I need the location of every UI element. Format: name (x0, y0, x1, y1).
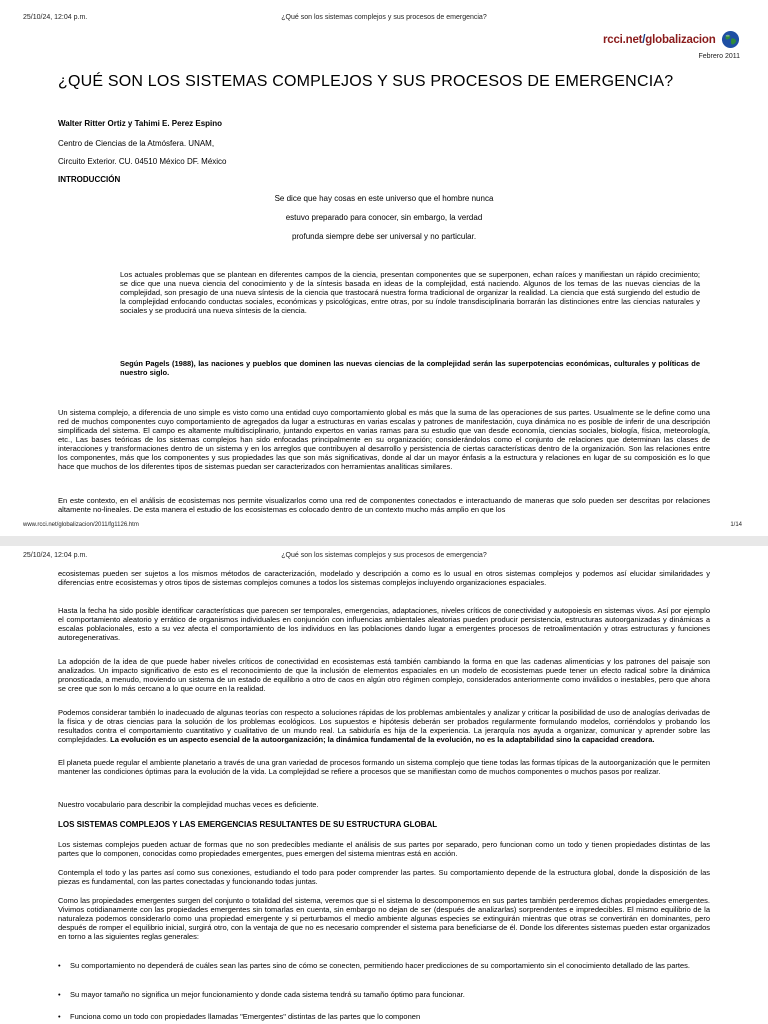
paragraph: Como las propiedades emergentes surgen del conjunto o totalidad del sistema, veremos que si el sistema lo descomponemos en sus partes también perderemos dichas propiedades emergentes. Vivimos cotidianamente con las propiedades emergentes sin tomarlas en cuenta, sin embargo no dejan de ser (después de analizarlas) sorprendentes e impredecibles. El mismo equilibrio de la naturaleza podemos considerarlo como una propiedad emergente y si perturbamos el medio ambiente algunas especies se extinguirán mientras que otras se convertirán en dominantes, pero después de romper el equilibrio inicial, surgirá otro, con la ventaja de que no es necesario comprender el sistema para beneficiarse de él. Donde los diferentes sistemas pueden estar organizados en torno a las siguientes reglas generales: (58, 896, 710, 941)
print-datetime: 25/10/24, 12:04 p.m. (23, 552, 88, 559)
paragraph: Los sistemas complejos pueden actuar de formas que no son predecibles mediante el análisis de sus partes por separado, pero funcionan como un todo y tienen propiedades distintas de las partes que lo componen, conocidas como propiedades emergentes, pues emergen del sistema mientras está en acción. (58, 840, 710, 858)
paragraph: ecosistemas pueden ser sujetos a los mismos métodos de caracterización, modelado y descripción a como es lo usual en otros sistemas complejos y podemos así elucidar similaridades y diferencias entre ecosistemas y otros tipos de sistemas complejos comunes a todos los sistemas complejos incluyendo organizaciones espaciales. (58, 569, 710, 587)
section-heading: LOS SISTEMAS COMPLEJOS Y LAS EMERGENCIAS RESULTANTES DE SU ESTRUCTURA GLOBAL (58, 820, 438, 829)
article-title: ¿QUÉ SON LOS SISTEMAS COMPLEJOS Y SUS PROCESOS DE EMERGENCIA? (58, 73, 674, 90)
paragraph: El planeta puede regular el ambiente planetario a través de una gran variedad de procesos formando un sistema complejo que tiene todas las formas típicas de la autoorganización que le permiten mantener las condiciones óptimas para la evolución de la vida. La complejidad se refiere a procesos que se manifiestan como de muchos componentes o muchos pasos por realizar. (58, 758, 710, 776)
logo-text: rcci.net/globalizacion (602, 33, 716, 46)
list-item: • Su mayor tamaño no significa un mejor funcionamiento y donde cada sistema tendrá su tamaño óptimo para funcionar. (70, 990, 710, 999)
globe-icon (721, 30, 740, 49)
paragraph: Nuestro vocabulario para describir la complejidad muchas veces es deficiente. (58, 800, 319, 809)
page-separator (0, 536, 768, 546)
logo-date: Febrero 2011 (698, 53, 740, 60)
paragraph: Podemos considerar también lo inadecuado de algunas teorías con respecto a soluciones rápidas de los problemas ambientales y analizar y criticar la posibilidad de uso de analogías derivadas de la física y de otras ciencias para la solución de los problemas ecológicos. Los supuestos e hipótesis deberán ser probados regularmente formulando modelos, corriéndolos y probando los resultados contra el comportamiento cuantitativo y cualitativo de un mundo real. La sabiduría es hija de la experiencia. La jerarquía nos ayuda a organizar, comunicar y aprender sobre las complejidades. La evolución es un aspecto esencial de la autoorganización; la dinámica fundamental de la evolución, no es la adaptabilidad sino la capacidad creadora. (58, 708, 710, 744)
intro-heading: INTRODUCCIÓN (58, 175, 121, 184)
paragraph: Los actuales problemas que se plantean en diferentes campos de la ciencia, presentan componentes que se superponen, echan raíces y manifiestan un rápido crecimiento; se dice que una nueva ciencia del conocimiento y de la síntesis basada en ideas de la complejidad, está naciendo. Algunos de los temas de las nuevas ciencias de la complejidad, son presagio de una nueva síntesis de la ciencia que trastocará nuestra forma tradicional de organizar la realidad. La ciencia que está surgiendo del estudio de la complejidad enfocando conductas sociales, económicas y psicológicas, entre otras, por su índole transdisciplinaria borrarán las distinciones entre las ciencias naturales y sociales y se producirá una nueva síntesis de la ciencia. (120, 270, 700, 315)
paragraph: Un sistema complejo, a diferencia de uno simple es visto como una entidad cuyo comportamiento global es más que la suma de las operaciones de sus partes. Usualmente se le define como una red de muchos componentes cuyo comportamiento de agregados da lugar a estructuras en varias escalas y patrones de manifestación, cuya dinámica no es posible de inferir de una descripción simplificada del sistema. El campo es altamente multidisciplinario, juntando expertos en varias ramas para su estudio que van desde economía, ciencias sociales, biología, física, meteorología, etc., Las bases teóricas de los sistemas complejos han sido enfocadas principalmente en su organización; considerándolos como el conjunto de relaciones que determinan las clases de interacciones y transformaciones dentro de un sistema y en los arreglos que contribuyen al desarrollo y persistencia de ciertas características dentro de la organización. Son las relaciones entre los componentes, más que los componentes y sus propiedades las que son más significativas, donde al dar un mayor énfasis a la estructura y relaciones en lugar de su composición es lo que hace que muchos de los diferentes tipos de sistemas puedan ser caracterizados con herramientas analíticas similares. (58, 408, 710, 471)
print-page-title: ¿Qué son los sistemas complejos y sus procesos de emergencia? (281, 552, 487, 559)
list-item: • Funciona como un todo con propiedades llamadas "Emergentes" distintas de las partes que lo componen (70, 1012, 710, 1021)
print-datetime: 25/10/24, 12:04 p.m. (23, 14, 88, 21)
paragraph: En este contexto, en el análisis de ecosistemas nos permite visualizarlos como una red de componentes conectados e interactuando de maneras que solo pueden ser descritas por relaciones altamente no-lineales. De esta manera el estudio de los ecosistemas es colocado dentro de un contexto mucho más amplio en que los (58, 496, 710, 514)
site-logo[interactable] (603, 30, 740, 49)
footer-page-number: 1/14 (730, 522, 742, 528)
article-address: Circuito Exterior. CU. 04510 México DF. México (58, 157, 227, 166)
epigraph-line: estuvo preparado para conocer, sin embargo, la verdad (285, 213, 483, 222)
paragraph: La adopción de la idea de que puede haber niveles críticos de conectividad en ecosistemas está también cambiando la forma en que las cadenas alimenticias y los patrones del paisaje son analizados. Un impacto significativo de esto es el reconocimiento de que la inclusión de elementos espaciales en un modelo de ecosistemas puede tener un efecto radical sobre la dinámica pronosticada, a menudo, moviendo un sistema de un estado de equilibrio a otro de caos en algún otro régimen complejo, considerados anteriormente como inválidos o inestables, pero que ahora se cree que son lo más cercano a lo que ocurre en la realidad. (58, 657, 710, 693)
print-page-title: ¿Qué son los sistemas complejos y sus procesos de emergencia? (281, 14, 487, 21)
paragraph: Contempla el todo y las partes así como sus conexiones, estudiando el todo para poder comprender las partes. Su comportamiento depende de la estructura global, donde la disposición de las piezas es fundamental, con las partes conectadas y funcionando todas juntas. (58, 868, 710, 886)
epigraph-line: Se dice que hay cosas en este universo que el hombre nunca (274, 194, 494, 203)
footer-url: www.rcci.net/globalizacion/2011/fg1126.htm (23, 522, 139, 528)
paragraph-bold: Según Pagels (1988), las naciones y pueblos que dominen las nuevas ciencias de la complejidad serán las superpotencias económicas, culturales y políticas de nuestro siglo. (120, 359, 700, 377)
article-authors: Walter Ritter Ortiz y Tahimi E. Perez Espino (58, 119, 223, 128)
epigraph-line: profunda siempre debe ser universal y no particular. (291, 232, 477, 241)
pdf-page-2 (0, 546, 768, 1024)
article-affiliation: Centro de Ciencias de la Atmósfera. UNAM, (58, 139, 215, 148)
paragraph: Hasta la fecha ha sido posible identificar características que parecen ser temporales, emergencias, adaptaciones, niveles críticos de conectividad y autopoiesis en sistemas vivos. Así por ejemplo el comportamiento aleatorio y errático de organismos individuales en conjunción con influencias ambientales aleatorias pueden producir persistencia, estructuras autoorganizadas y dinámicas a escalas poblacionales, esto a su vez afecta el comportamiento de los individuos en las poblaciones dando lugar a emergentes procesos de retroalimentación y otras estructuras y funciones autoregenerativas. (58, 606, 710, 642)
list-item: • Su comportamiento no dependerá de cuáles sean las partes sino de cómo se conecten, permitiendo hacer predicciones de su comportamiento sin el conocimiento detallado de las partes. (70, 961, 710, 970)
